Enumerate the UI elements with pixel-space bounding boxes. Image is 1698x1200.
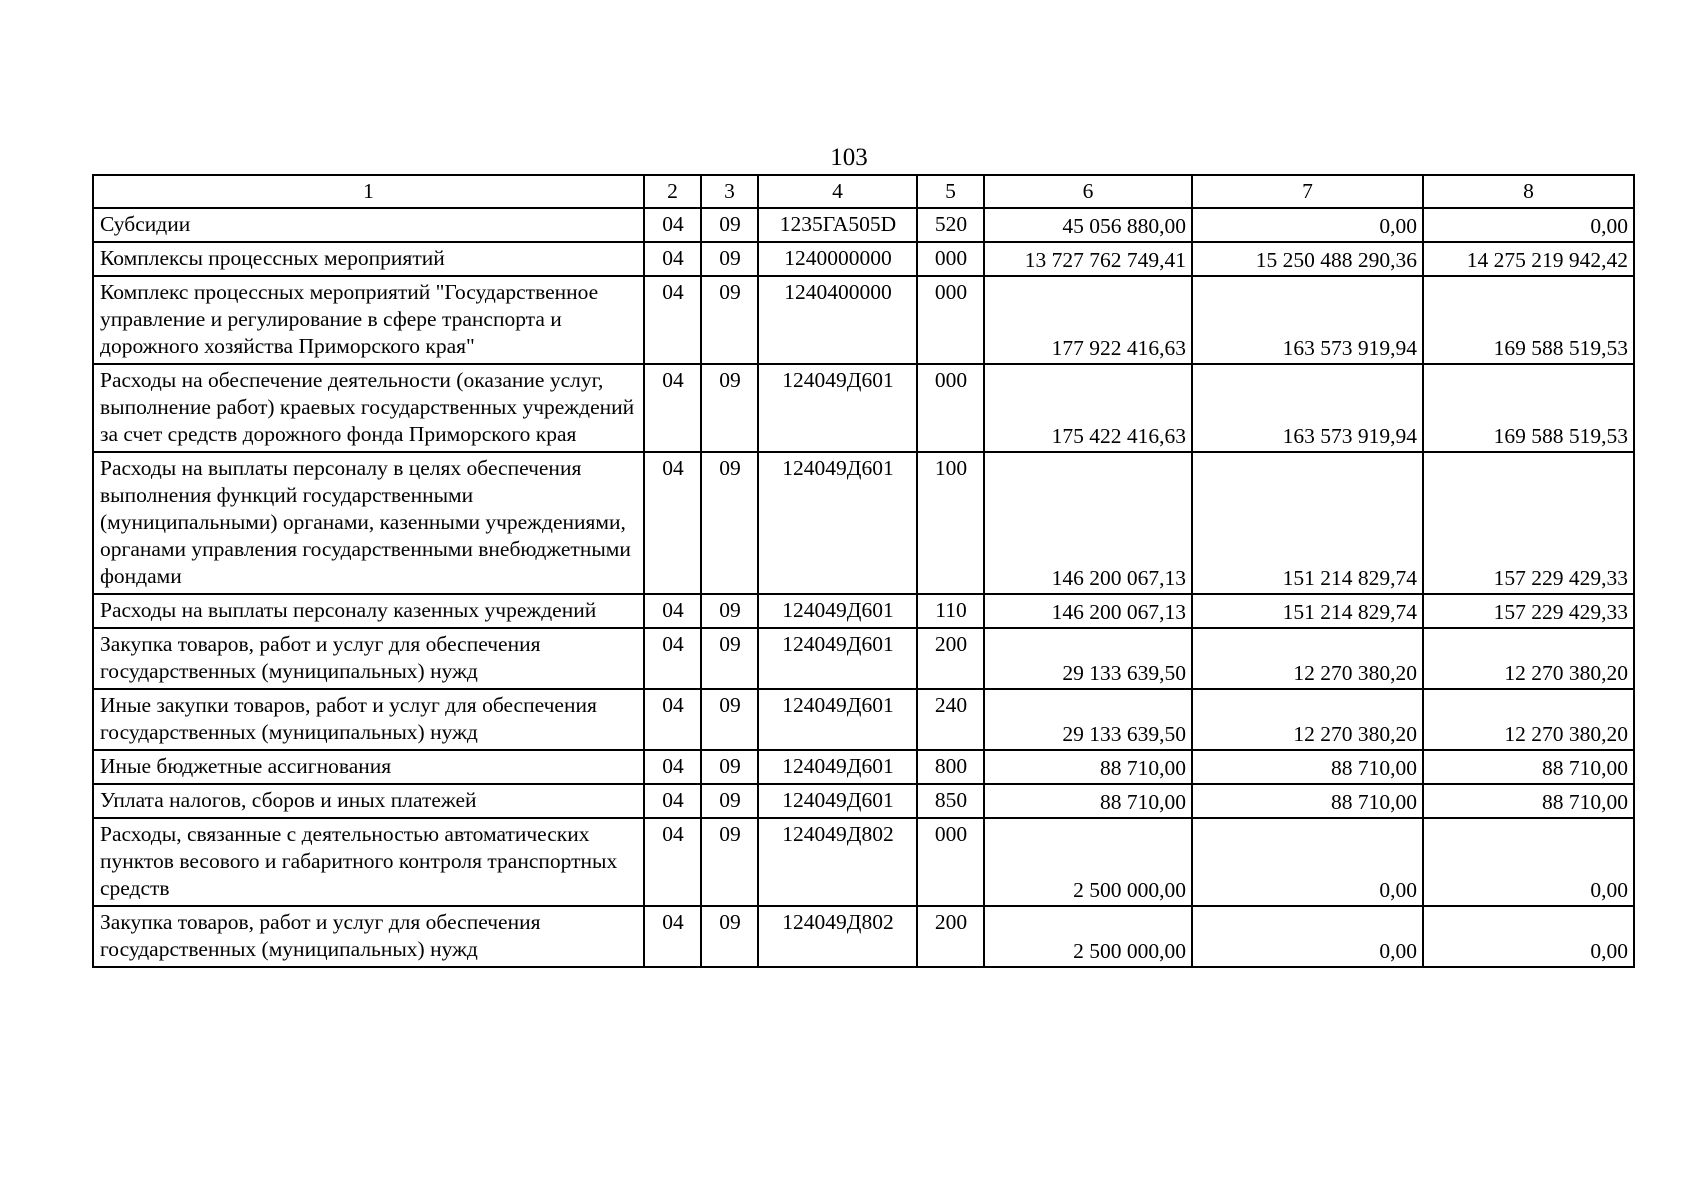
subsection-code: 09 (701, 906, 758, 967)
amount-col-6: 146 200 067,13 (984, 452, 1192, 594)
subsection-code: 09 (701, 818, 758, 906)
row-name: Уплата налогов, сборов и иных платежей (93, 784, 644, 818)
target-article-code: 124049Д601 (758, 594, 917, 628)
amount-col-7: 15 250 488 290,36 (1192, 242, 1423, 276)
expense-type-code: 000 (917, 818, 984, 906)
amount-col-7: 0,00 (1192, 906, 1423, 967)
expense-type-code: 000 (917, 364, 984, 452)
amount-col-7: 12 270 380,20 (1192, 689, 1423, 750)
row-name: Расходы на обеспечение деятельности (оказание услуг, выполнение работ) краевых государственных учреждений за счет средств дорожного фонда Приморского края (93, 364, 644, 452)
expense-type-code: 000 (917, 276, 984, 364)
amount-col-8: 88 710,00 (1423, 784, 1634, 818)
expense-type-code: 240 (917, 689, 984, 750)
column-header: 2 (644, 175, 701, 208)
expense-type-code: 110 (917, 594, 984, 628)
amount-col-7: 88 710,00 (1192, 750, 1423, 784)
table-row (93, 818, 1634, 906)
row-name: Закупка товаров, работ и услуг для обеспечения государственных (муниципальных) нужд (93, 628, 644, 689)
subsection-code: 09 (701, 452, 758, 594)
amount-col-6: 2 500 000,00 (984, 818, 1192, 906)
amount-col-6: 88 710,00 (984, 750, 1192, 784)
amount-col-8: 169 588 519,53 (1423, 364, 1634, 452)
target-article-code: 124049Д601 (758, 750, 917, 784)
section-code: 04 (644, 276, 701, 364)
row-name: Комплекс процессных мероприятий "Государственное управление и регулирование в сфере транспорта и дорожного хозяйства Приморского края" (93, 276, 644, 364)
column-header: 4 (758, 175, 917, 208)
amount-col-8: 14 275 219 942,42 (1423, 242, 1634, 276)
expense-type-code: 800 (917, 750, 984, 784)
column-header: 6 (984, 175, 1192, 208)
table-row (93, 364, 1634, 452)
target-article-code: 1240400000 (758, 276, 917, 364)
amount-col-7: 12 270 380,20 (1192, 628, 1423, 689)
amount-col-7: 151 214 829,74 (1192, 452, 1423, 594)
amount-col-8: 0,00 (1423, 208, 1634, 242)
expense-type-code: 100 (917, 452, 984, 594)
amount-col-7: 151 214 829,74 (1192, 594, 1423, 628)
amount-col-6: 13 727 762 749,41 (984, 242, 1192, 276)
subsection-code: 09 (701, 784, 758, 818)
table-row (93, 628, 1634, 689)
target-article-code: 124049Д601 (758, 784, 917, 818)
section-code: 04 (644, 364, 701, 452)
table-row (93, 208, 1634, 242)
amount-col-6: 146 200 067,13 (984, 594, 1192, 628)
amount-col-8: 0,00 (1423, 906, 1634, 967)
subsection-code: 09 (701, 750, 758, 784)
row-name: Закупка товаров, работ и услуг для обеспечения государственных (муниципальных) нужд (93, 906, 644, 967)
amount-col-8: 157 229 429,33 (1423, 594, 1634, 628)
amount-col-7: 163 573 919,94 (1192, 276, 1423, 364)
row-name: Иные закупки товаров, работ и услуг для обеспечения государственных (муниципальных) нужд (93, 689, 644, 750)
amount-col-7: 0,00 (1192, 208, 1423, 242)
table-row (93, 242, 1634, 276)
expense-type-code: 200 (917, 628, 984, 689)
table-row (93, 594, 1634, 628)
subsection-code: 09 (701, 628, 758, 689)
section-code: 04 (644, 452, 701, 594)
row-name: Расходы на выплаты персоналу в целях обеспечения выполнения функций государственными (муниципальными) органами, казенными учреждениями, органами управления государственными внебюджетными фондами (93, 452, 644, 594)
section-code: 04 (644, 784, 701, 818)
subsection-code: 09 (701, 208, 758, 242)
row-name: Субсидии (93, 208, 644, 242)
amount-col-7: 88 710,00 (1192, 784, 1423, 818)
column-header: 1 (93, 175, 644, 208)
amount-col-7: 163 573 919,94 (1192, 364, 1423, 452)
amount-col-6: 88 710,00 (984, 784, 1192, 818)
amount-col-6: 175 422 416,63 (984, 364, 1192, 452)
target-article-code: 124049Д601 (758, 452, 917, 594)
amount-col-6: 29 133 639,50 (984, 689, 1192, 750)
table-row (93, 452, 1634, 594)
target-article-code: 124049Д601 (758, 689, 917, 750)
section-code: 04 (644, 818, 701, 906)
subsection-code: 09 (701, 276, 758, 364)
table-row (93, 784, 1634, 818)
page-number: 103 (830, 144, 868, 171)
section-code: 04 (644, 628, 701, 689)
target-article-code: 124049Д601 (758, 628, 917, 689)
target-article-code: 124049Д802 (758, 818, 917, 906)
amount-col-6: 2 500 000,00 (984, 906, 1192, 967)
section-code: 04 (644, 906, 701, 967)
row-name: Комплексы процессных мероприятий (93, 242, 644, 276)
section-code: 04 (644, 242, 701, 276)
subsection-code: 09 (701, 689, 758, 750)
row-name: Расходы на выплаты персоналу казенных учреждений (93, 594, 644, 628)
subsection-code: 09 (701, 242, 758, 276)
section-code: 04 (644, 750, 701, 784)
amount-col-8: 0,00 (1423, 818, 1634, 906)
expense-type-code: 200 (917, 906, 984, 967)
budget-table (92, 174, 1635, 968)
column-header: 5 (917, 175, 984, 208)
table-row (93, 689, 1634, 750)
section-code: 04 (644, 594, 701, 628)
section-code: 04 (644, 689, 701, 750)
table-row (93, 276, 1634, 364)
target-article-code: 124049Д802 (758, 906, 917, 967)
target-article-code: 1235ГА505D (758, 208, 917, 242)
table-row (93, 906, 1634, 967)
amount-col-6: 177 922 416,63 (984, 276, 1192, 364)
amount-col-8: 157 229 429,33 (1423, 452, 1634, 594)
column-header: 7 (1192, 175, 1423, 208)
row-name: Расходы, связанные с деятельностью автоматических пунктов весового и габаритного контроля транспортных средств (93, 818, 644, 906)
amount-col-6: 45 056 880,00 (984, 208, 1192, 242)
amount-col-6: 29 133 639,50 (984, 628, 1192, 689)
row-name: Иные бюджетные ассигнования (93, 750, 644, 784)
amount-col-8: 88 710,00 (1423, 750, 1634, 784)
target-article-code: 1240000000 (758, 242, 917, 276)
amount-col-8: 169 588 519,53 (1423, 276, 1634, 364)
column-header: 8 (1423, 175, 1634, 208)
column-header: 3 (701, 175, 758, 208)
expense-type-code: 520 (917, 208, 984, 242)
table-header-row (93, 175, 1634, 208)
amount-col-8: 12 270 380,20 (1423, 628, 1634, 689)
amount-col-8: 12 270 380,20 (1423, 689, 1634, 750)
expense-type-code: 850 (917, 784, 984, 818)
subsection-code: 09 (701, 594, 758, 628)
subsection-code: 09 (701, 364, 758, 452)
amount-col-7: 0,00 (1192, 818, 1423, 906)
section-code: 04 (644, 208, 701, 242)
expense-type-code: 000 (917, 242, 984, 276)
table-row (93, 750, 1634, 784)
target-article-code: 124049Д601 (758, 364, 917, 452)
